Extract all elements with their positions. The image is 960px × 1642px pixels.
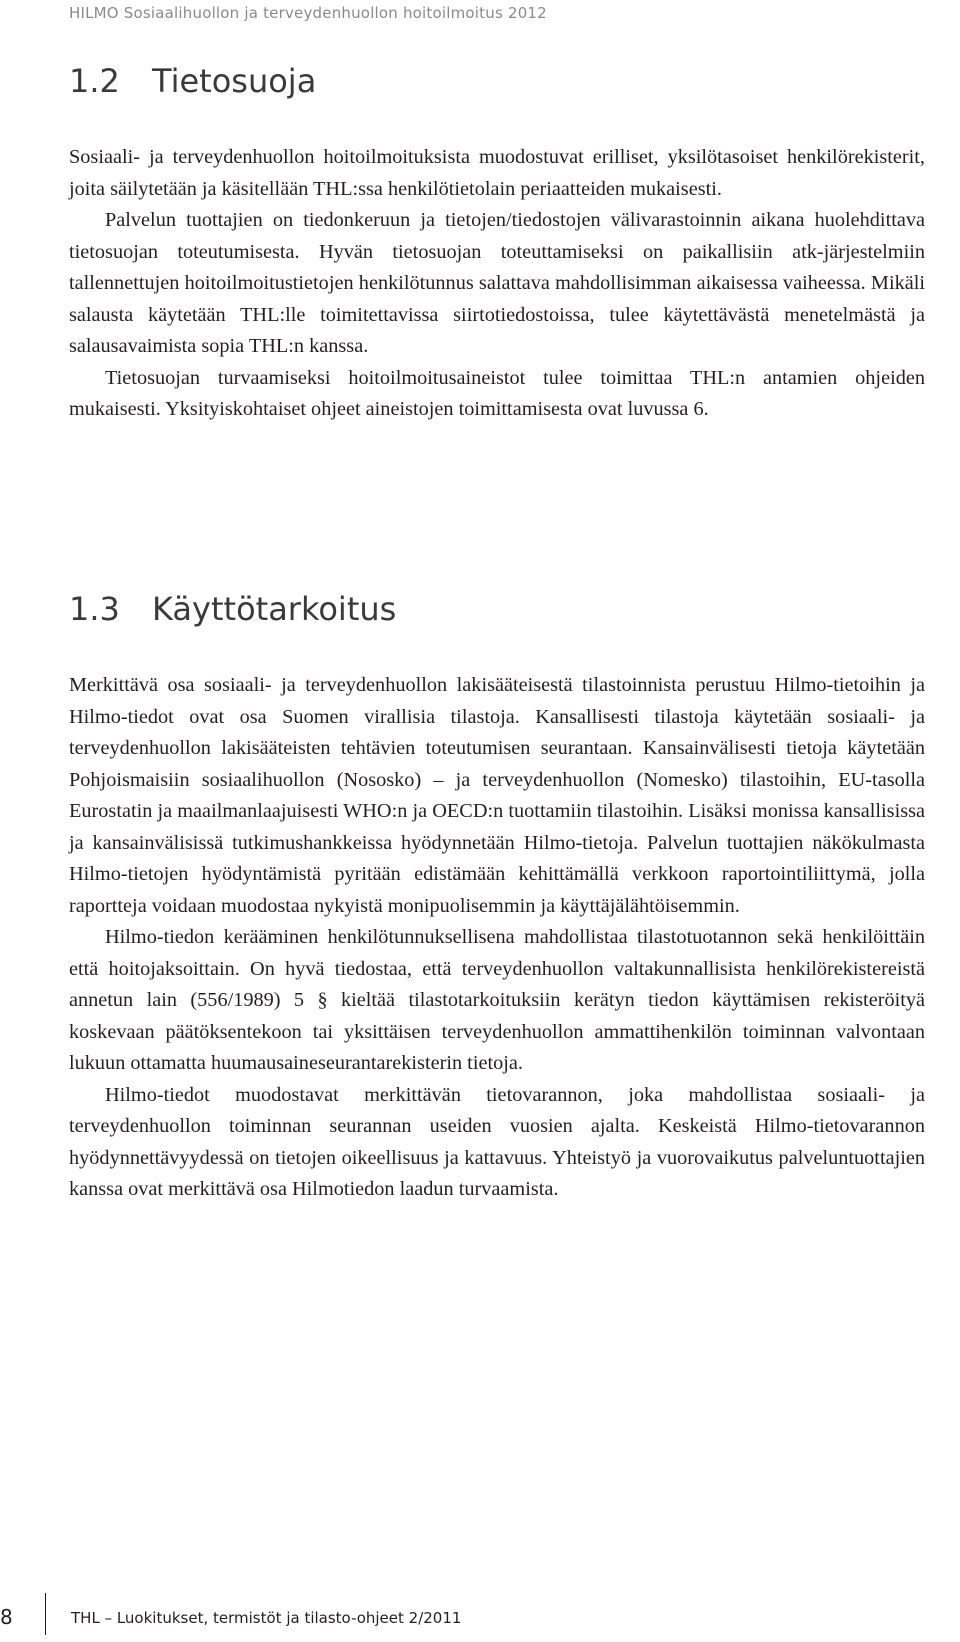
footer-divider xyxy=(45,1593,46,1635)
section-title: Käyttötarkoitus xyxy=(152,590,397,628)
section-title: Tietosuoja xyxy=(152,62,317,100)
paragraph: Merkittävä osa sosiaali- ja terveydenhuollon lakisääteisestä tilastoinnista perustuu Hilmo-tietoihin ja Hilmo-tiedot ovat osa Suomen virallisia tilastoja. Kansallisesti tilastoja käytetään sosiaali- ja terveydenhuollon lakisääteisten tehtävien toteutumisen seurantaan. Kansainvälisesti tietoja käytetään Pohjoismaisiin sosiaalihuollon (Nososko) – ja terveydenhuollon (Nomesko) tilastoihin, EU-tasolla Eurostatin ja maailmanlaajuisesti WHO:n ja OECD:n tuottamiin tilastoihin. Lisäksi monissa kansallisissa ja kansainvälisissä tutkimushankkeissa hyödynnetään Hilmo-tietoja. Palvelun tuottajien näkökulmasta Hilmo-tietojen hyödyntämistä pyritään edistämään kehittämällä verkkoon raportointiliittymä, jolla raportteja voidaan muodostaa nykyistä monipuolisemmin ja käyttäjälähtöisemmin. xyxy=(69,674,925,917)
paragraph: Sosiaali- ja terveydenhuollon hoitoilmoituksista muodostuvat erilliset, yksilötasoiset henkilörekisterit, joita säilytetään ja käsitellään THL:ssa henkilötietolain periaatteiden mukaisesti. xyxy=(69,146,925,200)
paragraph: Palvelun tuottajien on tiedonkeruun ja tietojen/tiedostojen välivarastoinnin aikana huolehdittava tietosuojan toteutumisesta. Hyvän tietosuojan toteuttamiseksi on paikallisiin atk-järjestelmiin tallennettujen hoitoilmoitustietojen henkilötunnus salattava mahdollisimman aikaisessa vaiheessa. Mikäli salausta käytetään THL:lle toimitettavissa siirtotiedostoissa, tulee käytettävästä menetelmästä ja salausavaimista sopia THL:n kanssa. xyxy=(69,209,925,357)
page-number: 8 xyxy=(0,1605,13,1629)
paragraph: Hilmo-tiedot muodostavat merkittävän tietovarannon, joka mahdollistaa sosiaali- ja terveydenhuollon toiminnan seurannan useiden vuosien ajalta. Keskeistä Hilmo-tietovarannon hyödynnettävyydessä on tietojen oikeellisuus ja kattavuus. Yhteistyö ja vuorovaikutus palveluntuottajien kanssa ovat merkittävä osa Hilmotiedon laadun turvaamista. xyxy=(69,1083,925,1200)
paragraph: Hilmo-tiedon kerääminen henkilötunnuksellisena mahdollistaa tilastotuotannon sekä henkilöittäin että hoitojaksoittain. On hyvä tiedostaa, että terveydenhuollon valtakunnallisista henkilörekistereistä annetun lain (556/1989) 5 § kieltää tilastotarkoituksiin kerätyn tiedon käyttämisen rekisteröityä koskevaan päätöksentekoon tai yksittäisen terveydenhuollon ammattihenkilön toiminnan valvontaan lukuun ottamatta huumausaineseurantarekisterin tietoja. xyxy=(69,926,925,1074)
page-footer xyxy=(0,1605,960,1635)
footer-publication-title: THL – Luokitukset, termistöt ja tilasto-ohjeet 2/2011 xyxy=(71,1609,462,1627)
running-header: HILMO Sosiaalihuollon ja terveydenhuollon hoitoilmoitus 2012 xyxy=(69,4,547,22)
section-tietosuoja xyxy=(69,62,925,426)
section-number: 1.3 xyxy=(69,590,120,628)
section-number: 1.2 xyxy=(69,62,120,100)
paragraph: Tietosuojan turvaamiseksi hoitoilmoitusaineistot tulee toimittaa THL:n antamien ohjeiden mukaisesti. Yksityiskohtaiset ohjeet aineistojen toimittamisesta ovat luvussa 6. xyxy=(69,366,925,420)
section-kayttotarkoitus xyxy=(69,590,925,1206)
section-heading xyxy=(69,590,925,628)
section-heading xyxy=(69,62,925,100)
